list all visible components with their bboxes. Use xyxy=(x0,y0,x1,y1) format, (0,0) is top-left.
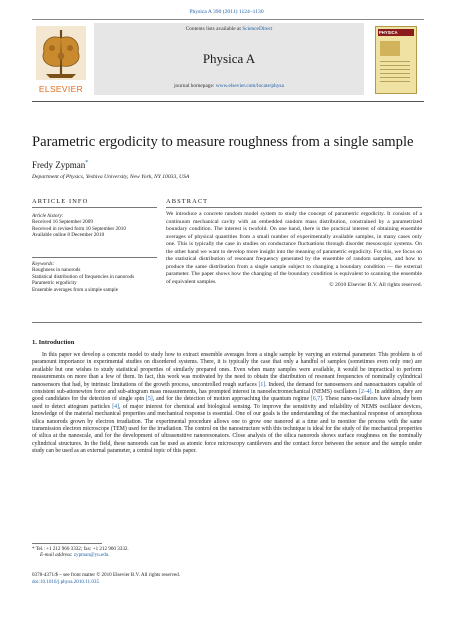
author-line xyxy=(32,160,88,170)
intro-text: . In addition, they are good candidates for the detection of single spin xyxy=(32,389,423,403)
corresponding-author-footnote xyxy=(32,546,232,559)
contents-prefix: Contents lists available at xyxy=(185,26,241,32)
intro-text: In this paper we develop a concrete model to study how to extract ensemble averages from a single sample by varying an external parameter. This problem is of paramount importance in experimental studies on disordered systems. There, it is typically the case that only a handful of samples (sometimes even only one) are available but one wishes to study statistical properties of similarly prepared ones. Even when many samples were available, it would be impractical to perform measurements on more than a few of them. In fact, this work was motivated by the need to obtain the distribution of resonant frequencies of nominally cylindrical nanosensors that had, by intrinsic limitations of the growth process, uncontrolled rough surfaces xyxy=(32,352,422,388)
article-info-heading: ARTICLE INFO xyxy=(32,198,89,205)
imprint xyxy=(32,572,332,585)
citation-link[interactable]: [2–4] xyxy=(359,389,372,396)
citation-link[interactable]: [4] xyxy=(112,403,119,410)
abstract-divider xyxy=(166,207,422,208)
intro-text: . These nano-oscillators have already been used to detect attogram particles xyxy=(32,396,422,410)
footnote-divider xyxy=(32,543,102,544)
homepage-prefix: journal homepage: xyxy=(174,83,215,89)
abstract-text: We introduce a concrete random model system to study the concept of parametric ergodicity. It consists of a continuum mechanical cavity with an embedded random mass distribution, constrained by a parametrized boundary condition. The interest is twofold. On one hand, there is the practical interest of obtaining ensemble averages of physical quantities from a small number of experimentally available samples, in many cases only one. This is typically the case in studies on conductance fluctuations through disorder mesoscopic systems. On the other hand we want to develop more insight into the meaning of parametric ergodicity. For this, we focus on the statistical distribution of resonant frequency generated by the ensemble of random samples, and how to produce the same distribution from a single sample subject to changing a boundary condition — the external parameter. The paper shows how the changing of the boundary condition is equivalent to scanning the ensemble of equivalent samples. xyxy=(166,211,422,285)
history-item: Received in revised form 10 September 2010 xyxy=(32,225,126,232)
sciencedirect-link[interactable]: ScienceDirect xyxy=(242,26,273,32)
article-history xyxy=(32,213,157,239)
email-link[interactable]: zypman@yu.edu. xyxy=(73,552,110,559)
contents-availability xyxy=(94,26,364,32)
journal-banner xyxy=(94,23,364,95)
keyword-item: Roughness in nanorods xyxy=(32,267,81,274)
doi-link[interactable]: doi:10.1016/j.physa.2010.11.035 xyxy=(32,578,100,585)
abstract-heading: ABSTRACT xyxy=(166,198,209,205)
paper-title: Parametric ergodicity to measure roughness from a single sample xyxy=(32,134,414,150)
journal-reference[interactable]: Physica A 390 (2011) 1124–1130 xyxy=(189,9,264,15)
copyright-notice: © 2010 Elsevier B.V. All rights reserved. xyxy=(329,282,422,288)
keyword-item: Parametric ergodicity xyxy=(32,280,77,287)
citation-link[interactable]: [6,7] xyxy=(310,396,322,403)
info-divider xyxy=(32,207,157,208)
email-label: E-mail address: xyxy=(40,552,73,559)
elsevier-logo[interactable] xyxy=(32,22,90,97)
keywords-divider xyxy=(32,257,157,258)
footnote-contact-text: Tel.: +1 212 960 3332; fax: +1 212 960 3332. xyxy=(35,546,129,552)
keywords xyxy=(32,261,157,293)
history-item: Available online 8 December 2010 xyxy=(32,232,105,239)
intro-text: , and for the detection of motion approaching the quantum regime xyxy=(152,396,311,403)
history-label: Article history: xyxy=(32,213,64,219)
citation-link[interactable]: [1] xyxy=(258,381,266,388)
cover-title: PHYSICA xyxy=(378,29,414,36)
cover-text-lines xyxy=(380,61,410,83)
history-item: Received 16 September 2009 xyxy=(32,219,93,226)
footnote-mark: * xyxy=(32,546,35,552)
homepage-link[interactable]: www.elsevier.com/locate/physa xyxy=(215,83,284,89)
introduction-paragraph xyxy=(32,352,422,456)
publisher-logo-text: ELSEVIER xyxy=(38,84,84,94)
journal-masthead xyxy=(32,19,424,102)
abstract-bottom-divider xyxy=(32,322,422,323)
intro-text: , of major interest for chemical and biological sensing. To improve the sensitivity and reliability of NEMS oscillator devices, knowledge of the material mechanical properties and mechanical response is essential. One of our goals is the understanding of the mechanical response of amorphous silica nanorods grown by electron irradiation. The experimental procedure allows one to grow one nanorod at a time and to monitor the process with the same transmission electron microscope (TEM) used for the irradiation. The control on the nanostructure with this technique is ideal for the study of the mechanical properties of silica at the nanoscale, and for the development of ultrasensitive nanoresonators. Close analysis of the silica nanorods shows surface roughness on the nominally cylindrical structures. In the field, these nanorods can be used as atomic force microscopy cantilevers and the contact force between the sensor and the sample under study can be used as an external parameter, a central topic of this paper. xyxy=(32,403,422,455)
intro-text: . Indeed, the demand for nanosensors and nanoactuators capable of consistent sub-attonewton force and sub-attogram mass measurements, has prompted interest in nanoelectromechanical (NEMS) oscillators xyxy=(32,381,422,396)
keyword-item: Ensemble averages from a simple sample xyxy=(32,286,118,293)
issn-line: 0378-4371/$ – see front matter © 2010 Elsevier B.V. All rights reserved. xyxy=(32,572,181,578)
author-affiliation: Department of Physics, Yeshiva University, New York, NY 10033, USA xyxy=(32,174,190,180)
author-footnote-mark[interactable]: * xyxy=(85,160,89,166)
journal-name: Physica A xyxy=(202,51,256,66)
journal-homepage xyxy=(94,83,364,89)
author-name: Fredy Zypman xyxy=(32,160,86,170)
keywords-label: Keywords: xyxy=(32,261,55,267)
citation-link[interactable]: [5] xyxy=(146,396,153,403)
journal-cover-thumbnail[interactable] xyxy=(375,26,417,94)
footnote-email xyxy=(32,552,232,558)
section-heading-introduction: 1. Introduction xyxy=(32,339,75,346)
cover-image-block xyxy=(380,41,400,56)
keyword-item: Statistical distribution of frequencies in nanorods xyxy=(32,273,135,280)
